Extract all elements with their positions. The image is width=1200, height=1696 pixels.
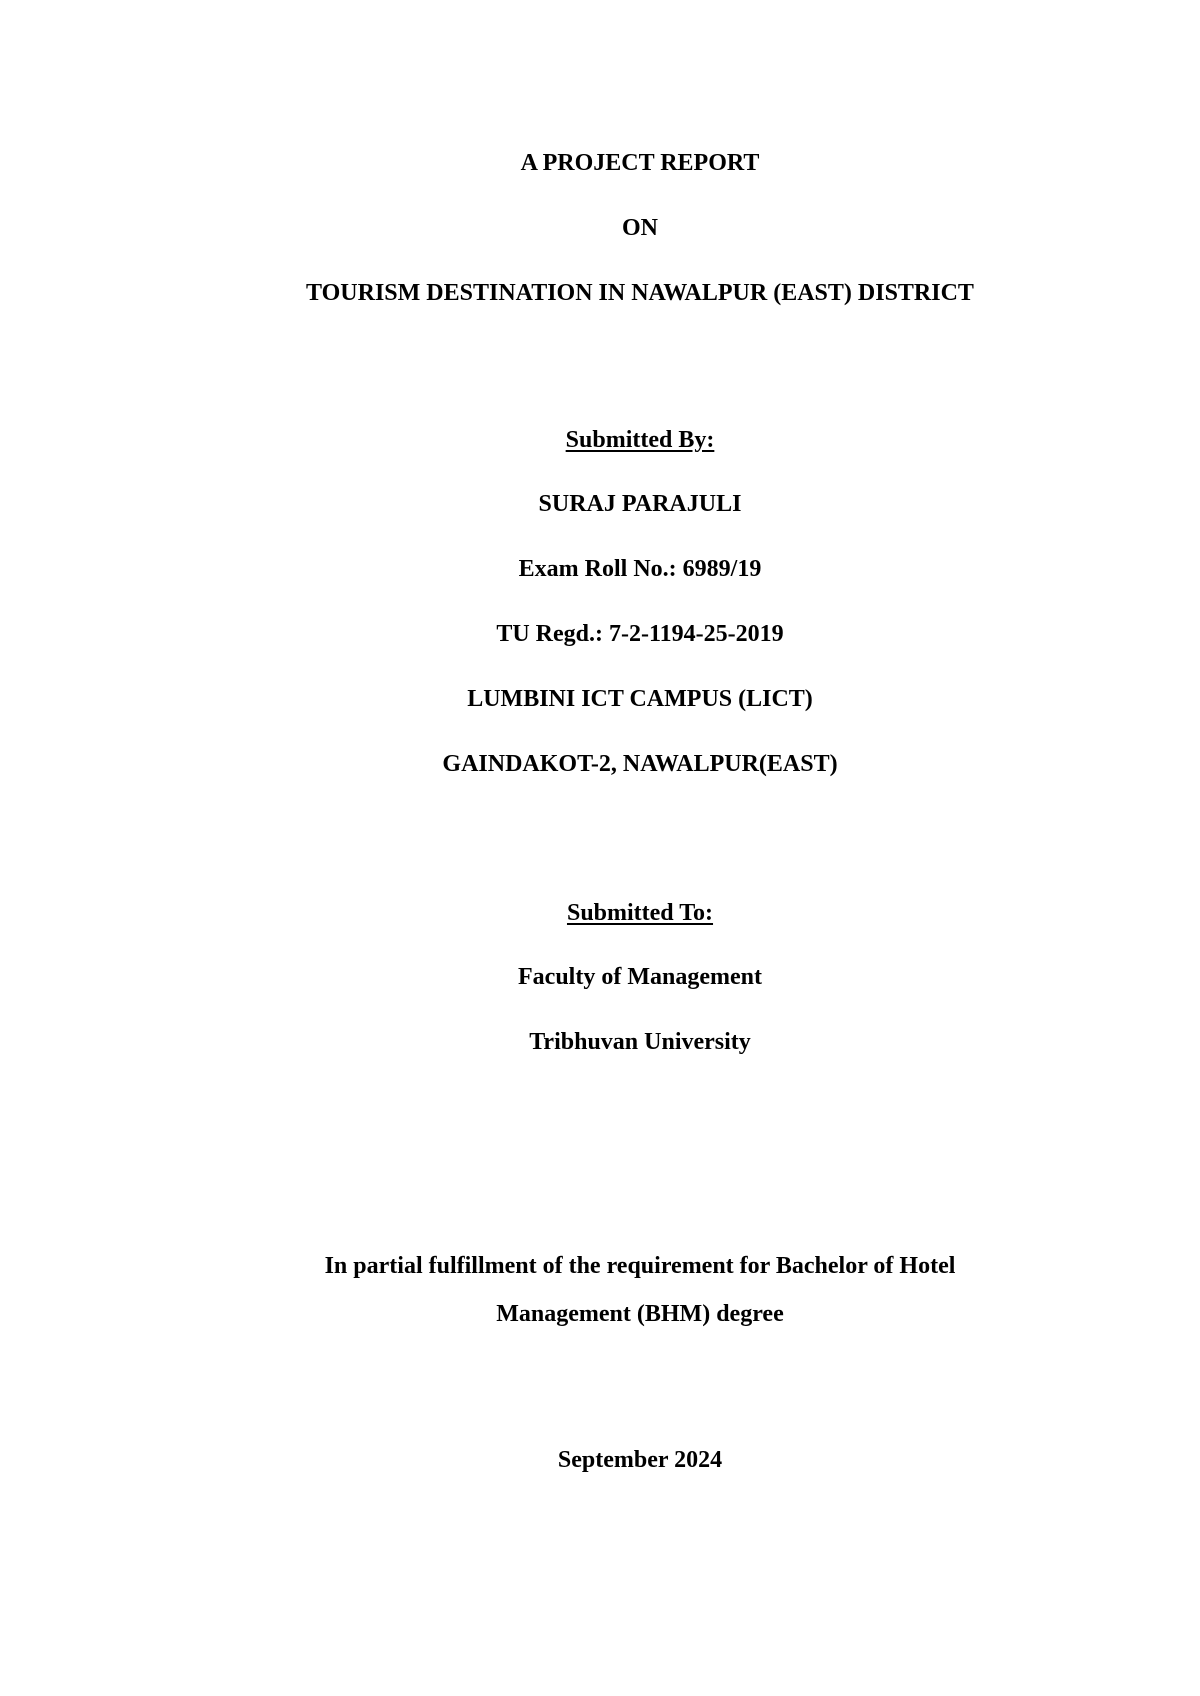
campus-address: GAINDAKOT-2, NAWALPUR(EAST) — [442, 751, 838, 777]
tu-registration-value: 7-2-1194-25-2019 — [609, 621, 784, 647]
fulfillment-statement-line-2: Management (BHM) degree — [496, 1301, 784, 1327]
faculty-name: Faculty of Management — [518, 964, 762, 990]
report-type-heading: A PROJECT REPORT — [520, 150, 760, 176]
tu-registration-label: TU Regd.: — [496, 621, 603, 647]
tu-registration — [0, 619, 1200, 649]
submitted-by-label: Submitted By: — [565, 427, 715, 453]
submitted-by-heading — [0, 425, 1200, 455]
university-name: Tribhuvan University — [529, 1029, 751, 1055]
submission-date: September 2024 — [557, 1447, 723, 1473]
submitted-to-label: Submitted To: — [566, 900, 714, 926]
student-name: SURAJ PARAJULI — [538, 491, 742, 517]
report-title: TOURISM DESTINATION IN NAWALPUR (EAST) DISTRICT — [306, 280, 974, 306]
fulfillment-statement-line-1: In partial fulfillment of the requirement for Bachelor of Hotel — [324, 1253, 956, 1279]
exam-roll-number: Exam Roll No.: 6989/19 — [518, 556, 762, 582]
report-on-heading: ON — [622, 215, 658, 241]
submitted-to-heading — [0, 898, 1200, 928]
campus-name: LUMBINI ICT CAMPUS (LICT) — [467, 686, 813, 712]
